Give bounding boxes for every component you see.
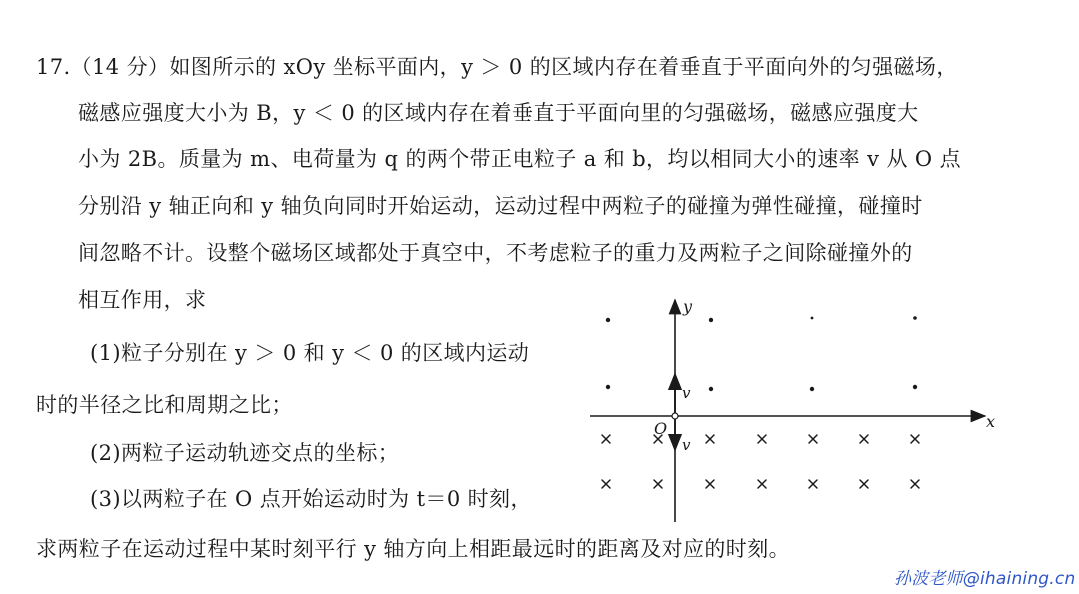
- field-in-cross: [758, 435, 766, 443]
- part-1-line-2: 时的半径之比和周期之比；: [36, 393, 293, 417]
- field-in-cross: [911, 480, 919, 488]
- field-out-dot: [709, 318, 713, 322]
- field-in-cross: [809, 480, 817, 488]
- question-line-5: 间忽略不计。设整个磁场区域都处于真空中，不考虑粒子的重力及两粒子之间除碰撞外的: [78, 241, 913, 265]
- field-in-cross: [706, 435, 714, 443]
- field-out-dot: [913, 385, 917, 389]
- field-out-dot: [811, 317, 814, 320]
- field-in-crosses: [602, 435, 919, 488]
- part-1-line-1: (1)粒子分别在 y ＞ 0 和 y ＜ 0 的区域内运动: [90, 341, 530, 365]
- origin-point: [672, 413, 678, 419]
- velocity-down-label: v: [682, 436, 691, 454]
- field-out-dot: [606, 385, 610, 389]
- field-in-cross: [602, 480, 610, 488]
- question-line-1: 17.（14 分）如图所示的 xOy 坐标平面内，y ＞ 0 的区域内存在着垂直于平面向外的匀强磁场，: [36, 55, 958, 79]
- origin-label: O: [654, 419, 668, 438]
- field-out-dot: [810, 387, 814, 391]
- magnetic-field-diagram: [580, 290, 1000, 530]
- field-in-cross: [706, 480, 714, 488]
- question-line-4: 分别沿 y 轴正向和 y 轴负向同时开始运动，运动过程中两粒子的碰撞为弹性碰撞，碰撞时: [78, 194, 923, 218]
- field-in-cross: [911, 435, 919, 443]
- watermark: 孙波老师@ihaining.cn: [894, 569, 1076, 589]
- part-2: (2)两粒子运动轨迹交点的坐标；: [90, 441, 400, 465]
- field-out-dot: [913, 316, 917, 320]
- field-out-dot: [606, 318, 610, 322]
- question-line-2: 磁感应强度大小为 B，y ＜ 0 的区域内存在着垂直于平面向里的匀强磁场，磁感应强度大: [78, 101, 919, 125]
- field-in-cross: [860, 435, 868, 443]
- y-axis-label: y: [683, 297, 693, 316]
- part-3-line-1: (3)以两粒子在 O 点开始运动时为 t＝0 时刻，: [90, 487, 532, 511]
- x-axis-label: x: [986, 412, 996, 431]
- field-in-cross: [654, 480, 662, 488]
- field-in-cross: [809, 435, 817, 443]
- field-in-cross: [602, 435, 610, 443]
- question-line-6: 相互作用，求: [78, 288, 207, 312]
- field-out-dot: [709, 387, 713, 391]
- part-3-line-2: 求两粒子在运动过程中某时刻平行 y 轴方向上相距最远时的距离及对应的时刻。: [36, 537, 791, 561]
- field-in-cross: [758, 480, 766, 488]
- field-in-cross: [860, 480, 868, 488]
- field-out-dots: [606, 316, 917, 391]
- question-line-3: 小为 2B。质量为 m、电荷量为 q 的两个带正电粒子 a 和 b，均以相同大小的速率 v 从 O 点: [78, 147, 962, 171]
- velocity-up-label: v: [682, 384, 691, 402]
